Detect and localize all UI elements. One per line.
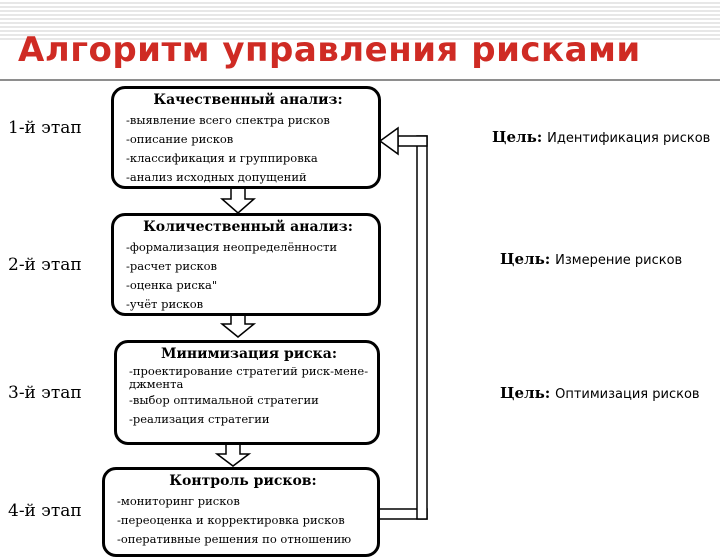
down-arrow-1 xyxy=(222,188,254,213)
box-title: Минимизация риска: xyxy=(160,346,338,362)
down-arrow-2 xyxy=(222,314,254,337)
goal-text: Измерение рисков xyxy=(555,253,683,268)
goal-text: Оптимизация рисков xyxy=(555,387,700,402)
box-title: Контроль рисков: xyxy=(169,473,317,489)
list-item: -формализация неопределённости xyxy=(126,240,337,254)
goal-label: Цель: xyxy=(492,128,543,146)
list-item: джмента xyxy=(129,377,184,391)
list-item: -оперативные решения по отношению xyxy=(117,532,352,546)
box-title: Количественный анализ: xyxy=(143,219,353,235)
stage-label-3: 3-й этап xyxy=(8,383,82,403)
stage-box-qualitative xyxy=(111,86,381,189)
goal-text: Идентификация рисков xyxy=(547,131,711,146)
list-item: -классификация и группировка xyxy=(126,151,318,165)
down-arrow-3 xyxy=(217,444,249,466)
goal-label: Цель: xyxy=(500,384,551,402)
list-item: -выбор оптимальной стратегии xyxy=(129,393,319,407)
list-item: -мониторинг рисков xyxy=(117,494,240,508)
list-item: -переоценка и корректировка рисков xyxy=(117,513,345,527)
goal-label: Цель: xyxy=(500,250,551,268)
stage-label-4: 4-й этап xyxy=(8,501,82,521)
stage-box-quantitative xyxy=(111,213,381,316)
box-title: Качественный анализ: xyxy=(153,92,343,108)
stage-box-control xyxy=(102,467,380,557)
goal-2 xyxy=(500,250,682,268)
feedback-loop xyxy=(377,128,427,519)
list-item: -реализация стратегии xyxy=(129,412,270,426)
stage-box-minimization xyxy=(114,340,380,445)
page-title: Алгоритм управления рисками xyxy=(18,30,641,70)
list-item: -выявление всего спектра рисков xyxy=(126,113,330,127)
stage-label-1: 1-й этап xyxy=(8,118,82,138)
goal-3 xyxy=(500,384,700,402)
list-item: -описание рисков xyxy=(126,132,234,146)
goal-1 xyxy=(492,128,710,146)
list-item: -расчет рисков xyxy=(126,259,218,273)
stage-label-2: 2-й этап xyxy=(8,255,82,275)
list-item: -анализ исходных допущений xyxy=(126,170,307,184)
list-item: -оценка риска" xyxy=(126,278,218,292)
list-item: -учёт рисков xyxy=(126,297,204,311)
list-item: -проектирование стратегий риск-мене- xyxy=(129,364,369,378)
